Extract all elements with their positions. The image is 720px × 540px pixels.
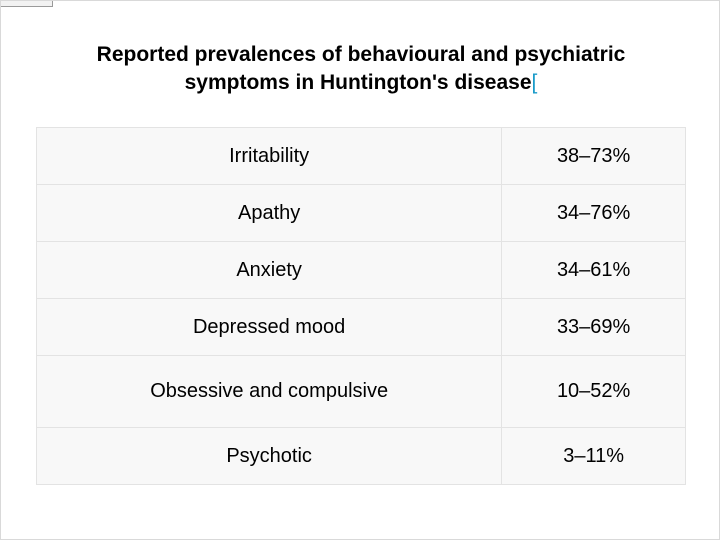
symptom-cell: Irritability	[37, 128, 502, 185]
symptom-cell: Anxiety	[37, 242, 502, 299]
table-row	[37, 242, 686, 299]
prevalence-table-container	[36, 127, 686, 485]
table-row	[37, 356, 686, 428]
prevalence-cell: 33–69%	[502, 299, 686, 356]
prevalence-table	[36, 127, 686, 485]
symptom-cell: Obsessive and compulsive	[37, 356, 502, 428]
title-line-2	[1, 69, 720, 97]
prevalence-cell: 3–11%	[502, 428, 686, 485]
table-row	[37, 128, 686, 185]
table-row	[37, 299, 686, 356]
symptom-cell: Apathy	[37, 185, 502, 242]
prevalence-cell: 34–61%	[502, 242, 686, 299]
table-row	[37, 428, 686, 485]
prevalence-cell: 34–76%	[502, 185, 686, 242]
slide-title	[1, 41, 720, 97]
title-line-2-text: symptoms in Huntington's disease	[184, 71, 532, 94]
table-row	[37, 185, 686, 242]
reference-link[interactable]: [	[531, 71, 538, 94]
title-line-1: Reported prevalences of behavioural and psychiatric	[96, 43, 626, 66]
prevalence-cell: 38–73%	[502, 128, 686, 185]
prevalence-cell: 10–52%	[502, 356, 686, 428]
symptom-cell: Depressed mood	[37, 299, 502, 356]
symptom-cell: Psychotic	[37, 428, 502, 485]
corner-thumbnail-mark	[1, 1, 53, 7]
